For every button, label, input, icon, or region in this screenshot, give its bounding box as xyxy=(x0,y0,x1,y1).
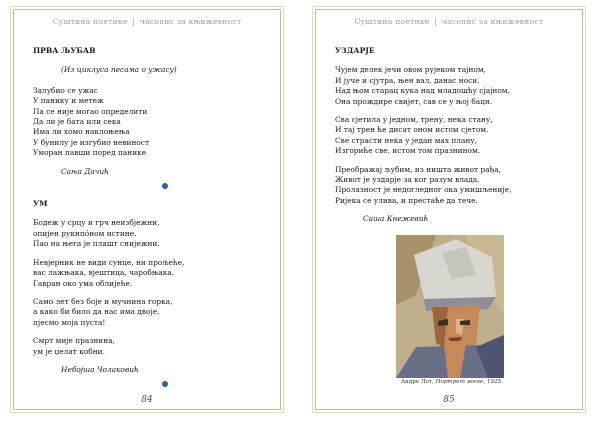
poem-line: Чујем делек јечи овом рујеком тајном, xyxy=(335,65,486,75)
poem-line: Над њом старац кука над младошћу сјајном, xyxy=(335,86,510,96)
poem-author: Сања Дачић xyxy=(61,166,109,176)
poem-stanza xyxy=(335,165,574,207)
header-separator: | xyxy=(434,17,438,26)
poem-stanza xyxy=(335,65,574,107)
poem-stanza xyxy=(33,218,272,249)
poem-line: Да ли је бата или сека xyxy=(33,117,121,127)
left-page xyxy=(13,9,281,410)
poem-line: Смрт мије празнина, xyxy=(33,336,115,346)
poem-line: Гавран око ума облијеће. xyxy=(33,278,133,288)
poem-author: Саша Кнежевић xyxy=(363,214,429,224)
portrait-painting xyxy=(396,235,504,378)
right-page-content xyxy=(335,46,574,231)
poem-line: Бодеж у срцу и грч неизбјежни, xyxy=(33,218,160,228)
poem-subtitle: (Из циклуса песама о ужасу) xyxy=(61,65,177,75)
poem-line: И тај трен ће дисат оном истом сјетом. xyxy=(335,125,489,135)
painting-caption xyxy=(376,379,526,385)
magazine-name: Суштина поетике xyxy=(52,17,128,26)
poem-line: И јуче и сјутра, њен вал, данас носи, xyxy=(335,75,480,85)
poem-line: Она прождире свијет, сав се у њој бацн. xyxy=(335,96,493,106)
poem-line: Залубио се ужас xyxy=(33,85,98,95)
poem-title: УМ xyxy=(33,199,48,209)
poem-line: вас лажњака, вјештица, чаробњака. xyxy=(33,268,175,278)
poem-title: ПРВА ЉУБАВ xyxy=(33,46,96,55)
running-head xyxy=(316,17,582,26)
poem-stanza xyxy=(33,86,272,159)
poem-stanza xyxy=(33,336,272,357)
portrait-painting-art xyxy=(396,235,504,378)
poem-line: ум је џелат кобни. xyxy=(33,346,105,356)
poem-line: У панику и метеж xyxy=(33,96,104,106)
magazine-name: Суштина поетике xyxy=(354,17,430,26)
poem-line: Невјерник не види сунце, ни прољеће, xyxy=(33,257,185,267)
poem-line: пјесмо моја пуста! xyxy=(33,317,106,327)
poem-line: Пао на њега је плашт снијежни. xyxy=(33,239,160,249)
page-number: 84 xyxy=(141,395,153,405)
left-page-content xyxy=(33,46,272,397)
poem-line: Пролазност је недогледног ока умишљеније, xyxy=(335,185,512,195)
header-separator: | xyxy=(132,17,136,26)
section-divider-dot xyxy=(162,381,168,387)
poem-line: Па се није могао определити xyxy=(33,106,148,116)
magazine-section: часопис за књижевност xyxy=(441,17,544,26)
page-number: 85 xyxy=(443,395,455,405)
poem-line: У бунилу је изгубио невиност xyxy=(33,137,150,147)
poem-author: Небојша Чолаковић xyxy=(61,364,139,374)
poem-stanza xyxy=(33,258,272,289)
poem-line: Има ли хомо наклоњења xyxy=(33,127,130,137)
caption-year: , 1925 xyxy=(483,379,502,385)
poem-line: Све страсти нека у један мах плану, xyxy=(335,135,477,145)
caption-artist: Андре Лот, xyxy=(400,379,434,385)
poem-stanza xyxy=(33,297,272,328)
section-divider-dot xyxy=(162,183,168,189)
poem-line: Уморан павши поред панике xyxy=(33,148,147,158)
poem-line: а како би било да нас има двоје, xyxy=(33,307,160,317)
running-head xyxy=(14,17,280,26)
poem-title: УЗДАРЈЕ xyxy=(335,46,375,55)
poem-line: Живот је уздарје за ког разум влада, xyxy=(335,175,480,185)
poem-line: Преображај љубим, из ништа живот рађа, xyxy=(335,164,501,174)
poem-line: опијен рукнпо́ном истине. xyxy=(33,228,137,238)
poem-stanza xyxy=(335,115,574,157)
poem-line: Сва сјетила у једном, трену, нека стану, xyxy=(335,115,493,125)
poem-line: Само лет без боје и мучнина горка, xyxy=(33,296,173,306)
magazine-section: часопис за књижевност xyxy=(139,17,242,26)
right-page xyxy=(315,9,583,410)
caption-work: Портрет жене xyxy=(435,379,484,385)
poem-line: Ријека се улива, и престаће да тече. xyxy=(335,195,478,205)
poem-line: Изгориће све, истом том празнином. xyxy=(335,146,481,156)
